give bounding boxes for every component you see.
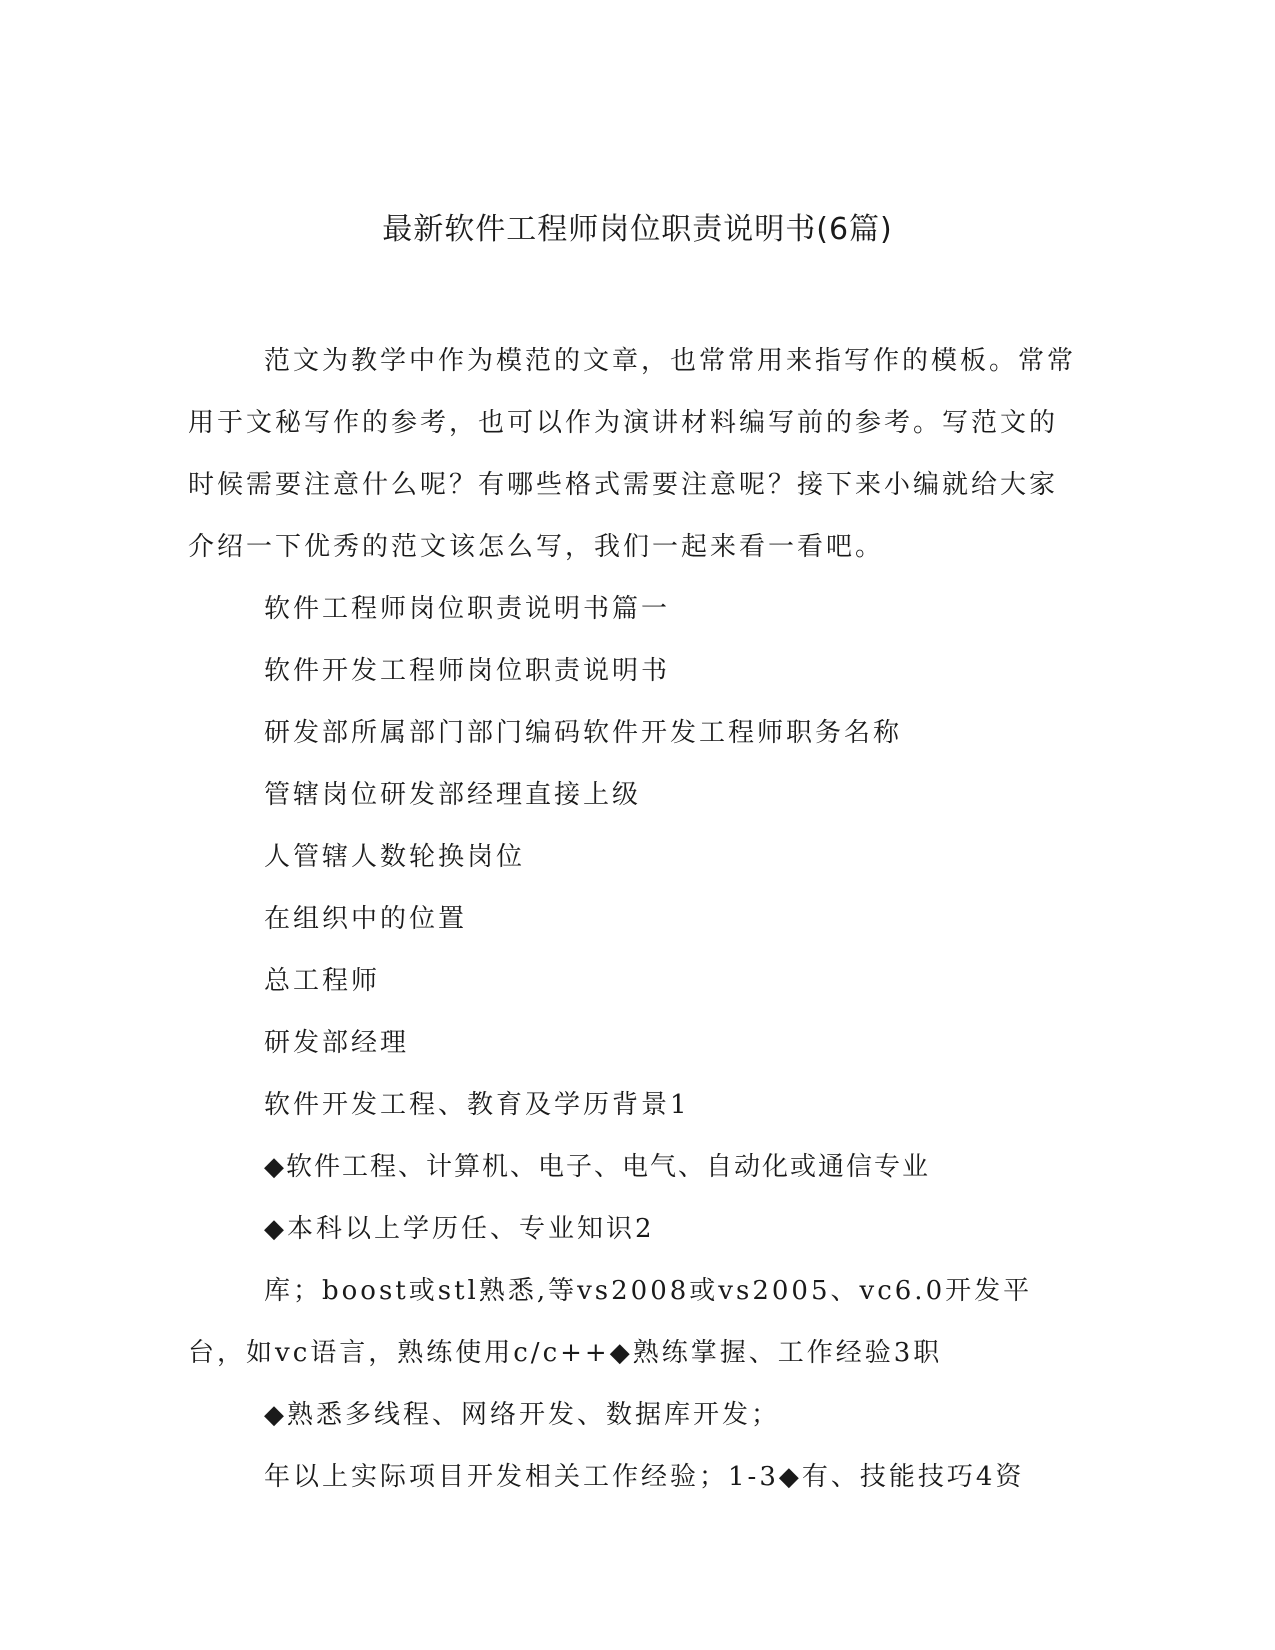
experience-requirement: 年以上实际项目开发相关工作经验；1-3◆有、技能技巧4资: [264, 1462, 1025, 1492]
document-title: 最新软件工程师岗位职责说明书(6篇): [382, 212, 893, 247]
department-line: 研发部所属部门部门编码软件开发工程师职务名称: [264, 718, 903, 748]
supervisor-line: 管辖岗位研发部经理直接上级: [264, 780, 642, 810]
org-position-line: 在组织中的位置: [264, 904, 468, 934]
section-heading: 软件工程师岗位职责说明书篇一: [264, 594, 671, 624]
education-heading: 软件开发工程、教育及学历背景1: [264, 1090, 690, 1120]
multithread-requirement: ◆熟悉多线程、网络开发、数据库开发；: [264, 1400, 780, 1430]
degree-requirement: ◆本科以上学历任、专业知识2: [264, 1214, 655, 1244]
skills-paragraph: 库；boost或stl熟悉,等vs2008或vs2005、vc6.0开发平台，如vc语言，熟练使用c/c++◆熟练掌握、工作经验3职: [188, 1276, 1033, 1368]
major-requirement: ◆软件工程、计算机、电子、电气、自动化或通信专业: [264, 1152, 930, 1182]
job-title-line: 软件开发工程师岗位职责说明书: [264, 656, 671, 686]
intro-paragraph: 范文为教学中作为模范的文章，也常常用来指写作的模板。常常用于文秘写作的参考，也可以作为演讲材料编写前的参考。写范文的时候需要注意什么呢？有哪些格式需要注意呢？接下来小编就给大家介绍一下优秀的范文该怎么写，我们一起来看一看吧。: [188, 346, 1077, 562]
chief-engineer-line: 总工程师: [264, 966, 381, 996]
document-body: [188, 330, 1078, 1508]
rotation-line: 人管辖人数轮换岗位: [264, 842, 526, 872]
rd-manager-line: 研发部经理: [264, 1028, 410, 1058]
